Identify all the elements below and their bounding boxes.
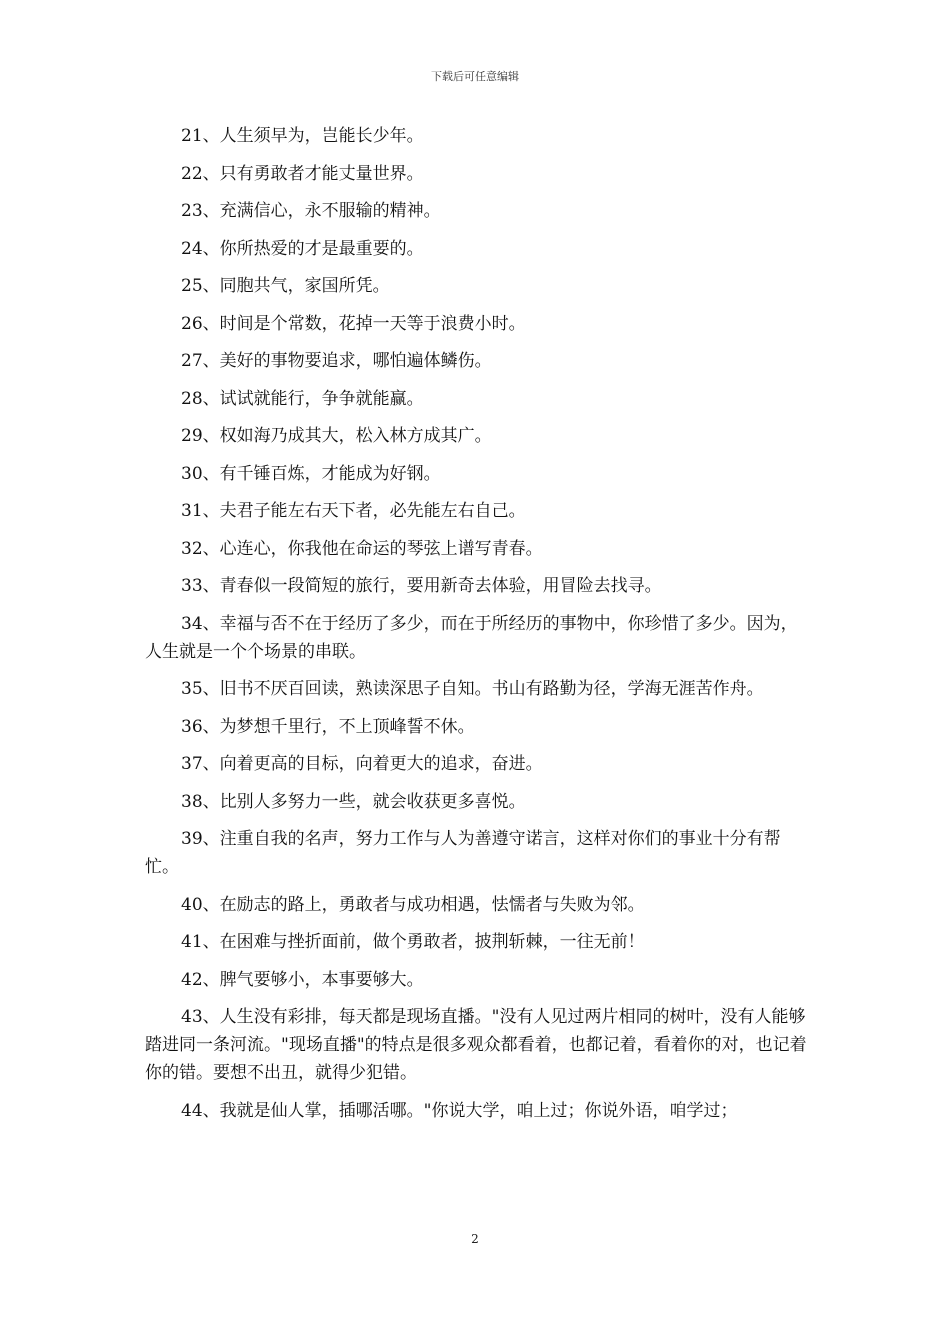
paragraph-42: 42、脾气要够小，本事要够大。 — [181, 969, 424, 990]
paragraph-26: 26、时间是个常数，花掉一天等于浪费小时。 — [181, 313, 526, 334]
paragraph-23: 23、充满信心，永不服输的精神。 — [181, 201, 441, 221]
paragraph-44: 44、我就是仙人掌，插哪活哪。"你说大学，咱上过；你说外语，咱学过； — [181, 1100, 738, 1121]
paragraph-41: 41、在困难与挫折面前，做个勇敢者，披荆斩棘，一往无前！ — [181, 932, 645, 952]
paragraph-29: 29、权如海乃成其大，松入林方成其广。 — [181, 426, 492, 446]
document-body — [145, 122, 810, 1134]
paragraph-32: 32、心连心，你我他在命运的琴弦上谱写青春。 — [181, 538, 543, 559]
paragraph-28: 28、试试就能行，争争就能赢。 — [181, 388, 424, 409]
paragraph-39: 39、注重自我的名声，努力工作与人为善遵守诺言，这样对你们的事业十分有帮忙。 — [145, 829, 781, 877]
paragraph-33: 33、青春似一段简短的旅行，要用新奇去体验，用冒险去找寻。 — [181, 576, 662, 596]
paragraph-31: 31、夫君子能左右天下者，必先能左右自己。 — [181, 501, 526, 521]
paragraph-24: 24、你所热爱的才是最重要的。 — [181, 238, 424, 259]
paragraph-40: 40、在励志的路上，勇敢者与成功相遇，怯懦者与失败为邻。 — [181, 894, 645, 915]
page-header: 下载后可任意编辑 — [431, 70, 519, 83]
paragraph-34: 34、幸福与否不在于经历了多少，而在于所经历的事物中，你珍惜了多少。因为，人生就是一个个场景的串联。 — [145, 613, 798, 662]
paragraph-27: 27、美好的事物要追求，哪怕遍体鳞伤。 — [181, 351, 492, 371]
paragraph-35: 35、旧书不厌百回读，熟读深思子自知。书山有路勤为径，学海无涯苦作舟。 — [181, 679, 764, 699]
paragraph-37: 37、向着更高的目标，向着更大的追求，奋进。 — [181, 754, 543, 774]
paragraph-21: 21、人生须早为，岂能长少年。 — [181, 126, 424, 146]
page-number: 2 — [471, 1232, 479, 1246]
paragraph-43: 43、人生没有彩排，每天都是现场直播。"没有人见过两片相同的树叶，没有人能够踏进同一条河流。"现场直播"的特点是很多观众都看着，也都记着，看着你的对，也记着你的错。要想不出丑，就得少犯错。 — [145, 1007, 807, 1083]
paragraph-38: 38、比别人多努力一些，就会收获更多喜悦。 — [181, 791, 526, 812]
paragraph-30: 30、有千锤百炼，才能成为好钢。 — [181, 463, 441, 484]
paragraph-25: 25、同胞共气，家国所凭。 — [181, 276, 390, 296]
paragraph-22: 22、只有勇敢者才能丈量世界。 — [181, 163, 424, 184]
paragraph-36: 36、为梦想千里行，不上顶峰誓不休。 — [181, 716, 475, 737]
